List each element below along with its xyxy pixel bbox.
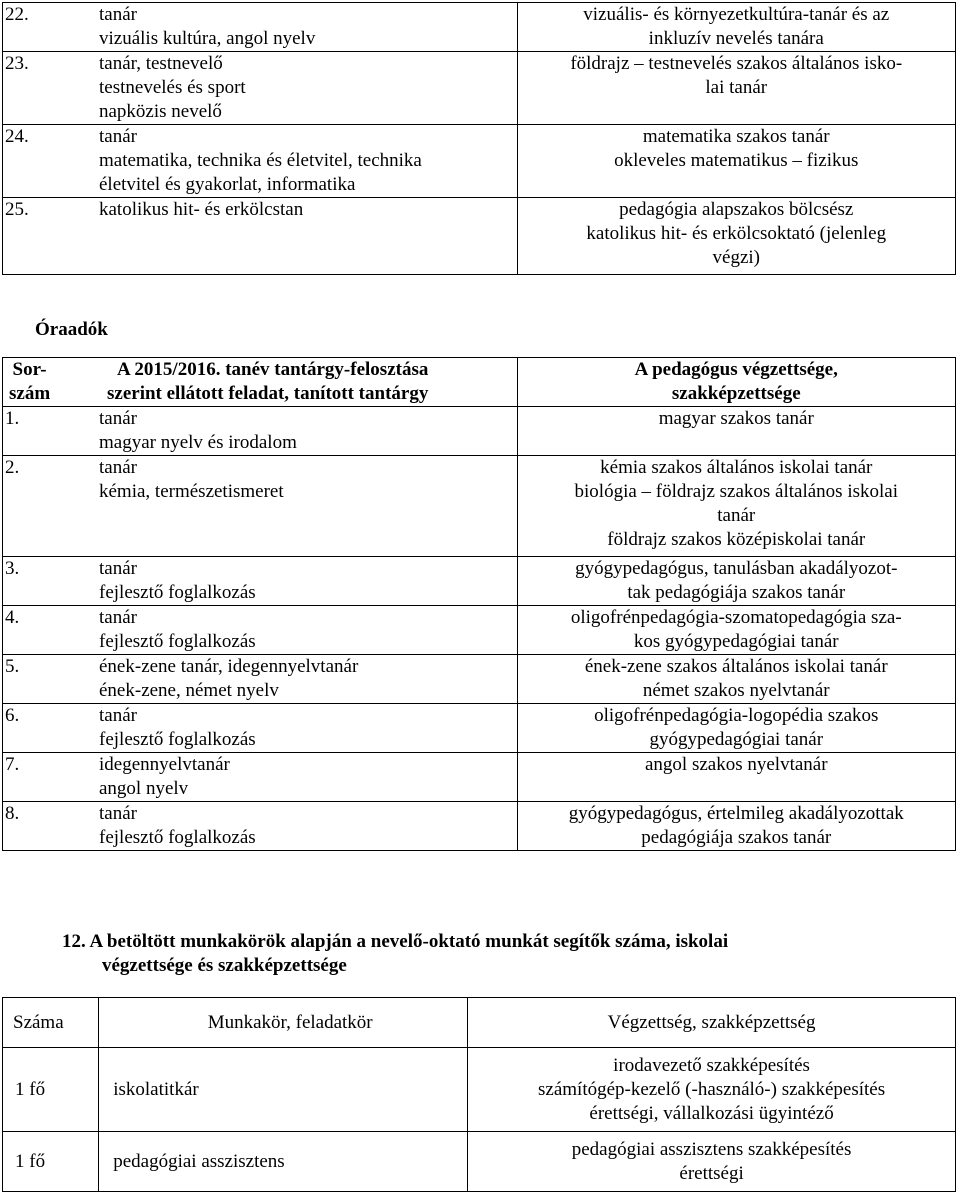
row-number: 23. [5,53,29,74]
text-line: angol szakos nyelvtanár [644,754,828,775]
text-line: ének-zene szakos általános iskolai tanár [584,656,888,677]
oraadok-heading: Óraadók [35,319,108,340]
staff-table-continued [2,2,956,275]
text-line: tak pedagógiája szakos tanár [627,582,846,603]
row-number: 4. [5,607,20,628]
staff-row [3,3,956,52]
support-staff-row [3,1048,956,1132]
row-number: 3. [5,558,20,579]
staff-qualification-cell [517,3,955,52]
text-line: földrajz szakos középiskolai tanár [607,529,866,550]
row-number: 5. [5,656,20,677]
text-line: magyar szakos tanár [658,408,814,429]
row-number: 6. [5,705,20,726]
oraado-row [3,802,956,851]
staff-role-cell [3,125,518,198]
row-number: 1. [5,408,20,429]
text-line: tanár [99,126,137,147]
text-line: magyar nyelv és irodalom [99,432,297,453]
oraado-qualification-cell [517,407,955,456]
text-line: tanár [99,705,137,726]
text-line: ének-zene tanár, idegennyelvtanár [99,656,359,677]
text-line: fejlesztő foglalkozás [99,827,256,848]
text-line: fejlesztő foglalkozás [99,729,256,750]
text-line: kémia, természetismeret [99,481,284,502]
oraado-qualification-cell [517,704,955,753]
text-line: fejlesztő foglalkozás [99,582,256,603]
role-cell: pedagógiai asszisztens [99,1132,468,1192]
oraado-task-cell [3,407,518,456]
section-12-heading: 12. A betöltött munkakörök alapján a nevelő-oktató munkát segítők száma, iskolai végzettsége és szakképzettsége [62,931,729,976]
text-line: tanár [717,505,756,526]
oraado-task-cell [3,704,518,753]
text-line: pedagógiája szakos tanár [641,827,832,848]
text-line: angol nyelv [99,778,189,799]
row-number: 2. [5,457,20,478]
oraadok-table [2,357,956,851]
oraado-task-cell [3,802,518,851]
staff-qualification-cell [517,125,955,198]
text-line: tanár [99,607,137,628]
oraado-qualification-cell [517,557,955,606]
oraado-row [3,704,956,753]
count-cell: 1 fő [3,1048,99,1132]
oraado-qualification-cell [517,655,955,704]
oraadok-header-task: Sor- szám A 2015/2016. tanév tantárgy-felosztása szerint ellátott feladat, tanított tantárgy [3,358,518,407]
text-line: napközis nevelő [99,101,222,122]
text-line: tanár [99,558,137,579]
count-cell: 1 fő [3,1132,99,1192]
qualification-cell [468,1132,956,1192]
text-line: idegennyelvtanár [99,754,230,775]
text-line: testnevelés és sport [99,77,246,98]
row-number: 25. [5,199,29,220]
oraado-task-cell [3,606,518,655]
staff-qualification-cell [517,198,955,275]
text-line: kémia szakos általános iskolai tanár [600,457,873,478]
text-line: biológia – földrajz szakos általános iskolai [574,481,898,502]
oraado-qualification-cell [517,753,955,802]
text-line: tanár [99,457,137,478]
text-line: inkluzív nevelés tanára [648,28,824,49]
header-qual: Végzettség, szakképzettség [468,998,956,1048]
row-number: 22. [5,4,29,25]
oraado-row [3,557,956,606]
text-line: kos gyógypedagógiai tanár [633,631,839,652]
text-line: gyógypedagógus, értelmileg akadályozottak [568,803,904,824]
oraado-qualification-cell [517,606,955,655]
text-line: földrajz – testnevelés szakos általános isko- [570,53,903,74]
text-line: végzi) [712,247,760,268]
text-line: tanár [99,408,137,429]
text-line: vizuális kultúra, angol nyelv [99,28,316,49]
staff-qualification-cell [517,52,955,125]
header-count: Száma [3,998,99,1048]
text-line: katolikus hit- és erkölcsoktató (jelenleg [586,223,887,244]
oraado-task-cell [3,753,518,802]
oraado-row [3,753,956,802]
support-staff-header-row [3,998,956,1048]
oraado-qualification-cell [517,456,955,557]
header-role: Munkakör, feladatkör [99,998,468,1048]
text-line: irodavezető szakképesítés [613,1054,810,1076]
row-number: 7. [5,754,20,775]
oraado-row [3,456,956,557]
text-line: érettségi [679,1162,744,1184]
row-number: 8. [5,803,20,824]
text-line: érettségi, vállalkozási ügyintéző [589,1102,834,1124]
text-line: tanár [99,803,137,824]
oraado-qualification-cell [517,802,955,851]
oraadok-header-row [3,358,956,407]
staff-role-cell [3,52,518,125]
text-line: tanár, testnevelő [99,53,223,74]
text-line: oligofrénpedagógia-logopédia szakos [594,705,879,726]
text-line: matematika szakos tanár [642,126,830,147]
oraado-row [3,407,956,456]
oraado-task-cell [3,456,518,557]
text-line: számítógép-kezelő (-használó-) szakképesítés [538,1078,886,1100]
staff-role-cell [3,3,518,52]
oraadok-header-num: Sor- szám [9,359,51,404]
text-line: lai tanár [705,77,768,98]
staff-row [3,52,956,125]
text-line: ének-zene, német nyelv [99,680,279,701]
text-line: fejlesztő foglalkozás [99,631,256,652]
text-line: pedagógia alapszakos bölcsész [619,199,854,220]
oraado-row [3,655,956,704]
text-line: tanár [99,4,137,25]
staff-role-cell [3,198,518,275]
oraadok-header-qual: A pedagógus végzettsége, szakképzettsége [517,358,955,407]
support-staff-table [2,997,956,1192]
role-cell: iskolatitkár [99,1048,468,1132]
text-line: okleveles matematikus – fizikus [614,150,859,171]
oraado-task-cell [3,655,518,704]
text-line: vizuális- és környezetkultúra-tanár és az [583,4,890,25]
text-line: matematika, technika és életvitel, technika [99,150,422,171]
text-line: életvitel és gyakorlat, informatika [99,174,356,195]
text-line: oligofrénpedagógia-szomatopedagógia sza- [570,607,902,628]
staff-row [3,198,956,275]
oraado-row [3,606,956,655]
staff-row [3,125,956,198]
row-number: 24. [5,126,29,147]
text-line: német szakos nyelvtanár [642,680,830,701]
text-line: gyógypedagógiai tanár [649,729,824,750]
qualification-cell [468,1048,956,1132]
text-line: gyógypedagógus, tanulásban akadályozot- [575,558,898,579]
support-staff-row [3,1132,956,1192]
oraado-task-cell [3,557,518,606]
text-line: katolikus hit- és erkölcstan [99,199,304,220]
text-line: pedagógiai asszisztens szakképesítés [571,1138,852,1160]
